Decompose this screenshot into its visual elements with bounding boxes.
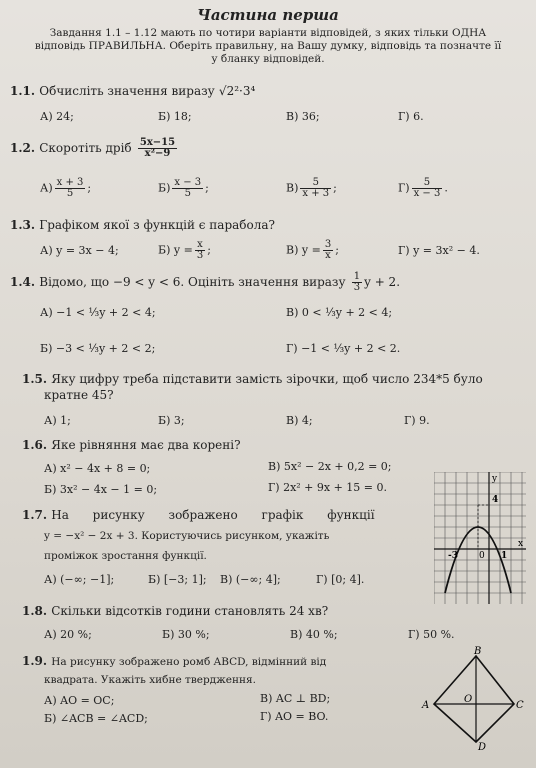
tick-label-minus3: -3	[448, 551, 458, 561]
page-title: Частина перша	[197, 6, 339, 24]
answer-d[interactable]: Г) 6.	[398, 110, 424, 123]
question-1-1	[10, 84, 255, 98]
answer-a[interactable]: А) y = 3x − 4;	[40, 244, 119, 257]
intro-line-3: у бланку відповідей.	[211, 53, 325, 65]
question-text: Відомо, що −9 < y < 6. Оцініть значення виразу	[39, 275, 346, 289]
answer-b[interactable]: Б) [−3; 1];	[148, 573, 207, 586]
answer-b[interactable]: Б) ∠ACB = ∠ACD;	[44, 712, 148, 725]
question-text: Обчисліть значення виразу	[39, 84, 215, 98]
question-text: На рисунку зображено ромб ABCD, відмінний від	[51, 656, 327, 668]
answer-c[interactable]: В) 5x² − 2x + 0,2 = 0;	[268, 460, 392, 473]
rhombus-outline	[434, 656, 514, 742]
question-1-8	[22, 604, 328, 618]
answer-c[interactable]: В) AC ⊥ BD;	[260, 692, 331, 705]
answer-d[interactable]: Г) $\frac{5}{x - 3}$ .	[398, 177, 448, 199]
math-expression: √2²·3⁴	[218, 84, 256, 98]
question-number: 1.9.	[22, 654, 48, 668]
parabola-graph	[434, 472, 526, 604]
question-1-9-line2: квадрата. Укажіть хибне твердження.	[44, 674, 256, 686]
question-1-6	[22, 438, 241, 452]
answer-a[interactable]: А) AO = OC;	[44, 694, 115, 707]
answer-b[interactable]: Б) 3x² − 4x − 1 = 0;	[44, 483, 158, 496]
y-axis-label: y	[492, 474, 498, 484]
question-number: 1.6.	[22, 438, 48, 452]
question-text: Яку цифру треба підставити замість зірочки, щоб число 234*5 було	[51, 372, 483, 386]
question-1-2	[10, 138, 179, 159]
tick-label-1: 1	[501, 551, 508, 561]
answer-d[interactable]: Г) AO = BO.	[260, 710, 329, 723]
answer-a[interactable]: А) 1;	[44, 414, 71, 427]
question-1-4: 1.4. Відомо, що −9 < y < 6. Оцініть значення виразу $\frac{1}{3}$ y + 2.	[10, 271, 401, 293]
question-text: Скільки відсотків години становлять 24 хв?	[51, 604, 329, 618]
answer-d[interactable]: Г) 2x² + 9x + 15 = 0.	[268, 481, 388, 494]
answer-b[interactable]: Б) y = $\frac{x}{3}$ ;	[158, 239, 211, 261]
answer-d[interactable]: Г) [0; 4].	[316, 573, 365, 586]
answer-b[interactable]: Б) 18;	[158, 110, 192, 123]
center-o-label: O	[464, 694, 473, 705]
answer-c[interactable]: В) 40 %;	[290, 628, 338, 641]
vertex-b-label: B	[474, 646, 482, 657]
answer-a[interactable]: А) 24;	[40, 110, 74, 123]
question-text: Скоротіть дріб	[39, 141, 132, 155]
answer-c[interactable]: В) $\frac{5}{x + 3}$ ;	[286, 177, 337, 199]
question-number: 1.1.	[10, 84, 36, 98]
answer-d[interactable]: Г) 9.	[404, 414, 430, 427]
question-number: 1.5.	[22, 372, 48, 386]
question-number: 1.8.	[22, 604, 48, 618]
answer-d[interactable]: Г) −1 < ⅓y + 2 < 2.	[286, 342, 401, 355]
question-number: 1.3.	[10, 218, 36, 232]
question-1-7-line3: проміжок зростання функції.	[44, 550, 207, 562]
intro-line-1: Завдання 1.1 – 1.12 мають по чотири варіанти відповідей, з яких тільки ОДНА	[49, 27, 487, 39]
question-number: 1.4.	[10, 275, 36, 289]
answer-c[interactable]: В) 4;	[286, 414, 313, 427]
question-1-9	[22, 654, 326, 668]
intro-line-2: відповідь ПРАВИЛЬНА. Оберіть правильну, на Вашу думку, відповідь та позначте її	[34, 40, 502, 52]
answer-a[interactable]: А) $\frac{x + 3}{5}$ ;	[40, 177, 92, 199]
answer-d[interactable]: Г) y = 3x² − 4.	[398, 244, 480, 257]
vertex-d-label: D	[478, 742, 487, 750]
question-number: 1.2.	[10, 141, 36, 155]
answer-c[interactable]: В) y = $\frac{3}{x}$ ;	[286, 239, 339, 261]
question-1-3	[10, 218, 275, 232]
tick-label-4: 4	[492, 495, 499, 505]
question-text: Яке рівняння має два корені?	[51, 438, 241, 452]
answer-a[interactable]: А) x² − 4x + 8 = 0;	[44, 462, 151, 475]
answer-b[interactable]: Б) 30 %;	[162, 628, 210, 641]
answer-c[interactable]: В) (−∞; 4];	[220, 573, 281, 586]
question-1-5-cont: кратне 45?	[44, 388, 114, 402]
vertex-c-label: C	[516, 700, 524, 711]
x-axis-label: x	[518, 539, 524, 549]
rhombus-figure	[418, 646, 524, 750]
answer-b[interactable]: Б) 3;	[158, 414, 185, 427]
answer-d[interactable]: Г) 50 %.	[408, 628, 455, 641]
answer-a[interactable]: А) 20 %;	[44, 628, 92, 641]
question-text: На рисунку зображено графік функції	[51, 508, 375, 522]
answer-a[interactable]: А) −1 < ⅓y + 2 < 4;	[40, 306, 156, 319]
answer-c[interactable]: В) 36;	[286, 110, 320, 123]
question-text: Графіком якої з функцій є парабола?	[39, 218, 275, 232]
fraction: $\frac{5x-15}{\text{x²−9}}$	[139, 137, 176, 159]
answer-b[interactable]: Б) −3 < ⅓y + 2 < 2;	[40, 342, 156, 355]
question-1-7	[22, 508, 375, 522]
answer-b[interactable]: Б) $\frac{x - 3}{5}$ ;	[158, 177, 209, 199]
question-1-7-line2: y = −x² − 2x + 3. Користуючись рисунком, укажіть	[44, 530, 330, 542]
tick-label-0: 0	[479, 551, 485, 561]
vertex-a-label: A	[422, 700, 430, 711]
answer-a[interactable]: А) (−∞; −1];	[44, 573, 115, 586]
answer-c[interactable]: В) 0 < ⅓y + 2 < 4;	[286, 306, 393, 319]
question-number: 1.7.	[22, 508, 48, 522]
question-1-5	[22, 372, 483, 386]
